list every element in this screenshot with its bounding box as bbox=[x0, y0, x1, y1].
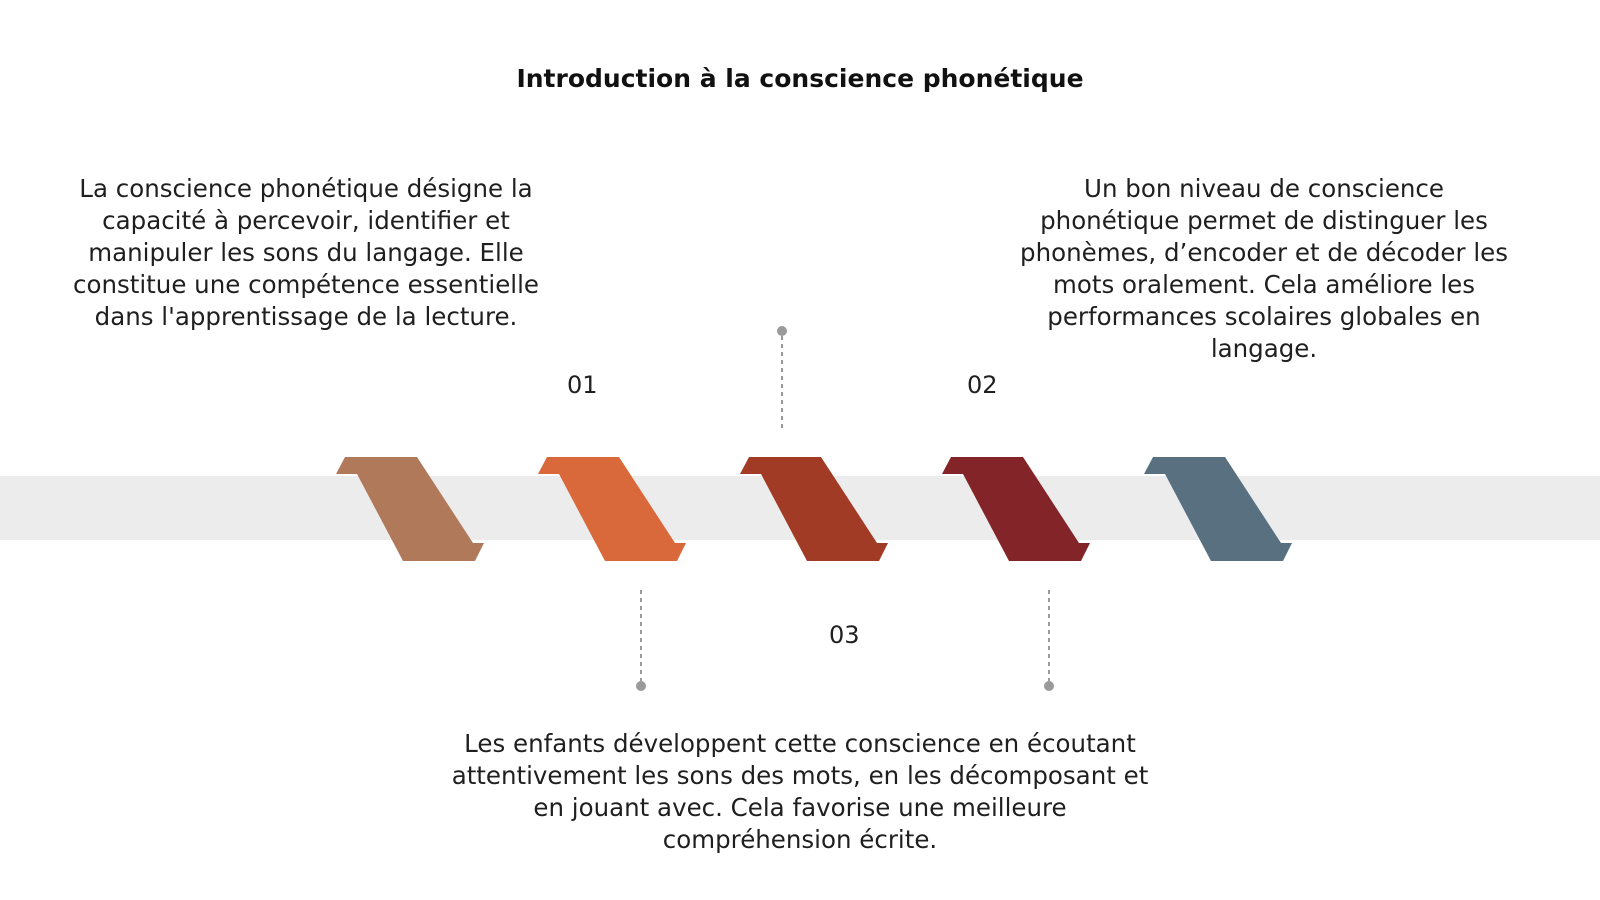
step-1-description: La conscience phonétique désigne la capacité à percevoir, identifier et manipuler les sons du langage. Elle constitue une compétence essentielle dans l'apprentissage de la lecture. bbox=[73, 174, 539, 331]
connector-dot bbox=[636, 681, 646, 691]
step-3-number: 03 bbox=[829, 621, 860, 649]
step-1-number: 01 bbox=[567, 371, 598, 399]
connector-bottom-right bbox=[1044, 590, 1054, 691]
step-2-number: 02 bbox=[967, 371, 998, 399]
step-3-description: Les enfants développent cette conscience en écoutant attentivement les sons des mots, en les décomposant et en jouant avec. Cela favorise une meilleure compréhension écrite. bbox=[451, 729, 1149, 854]
connector-dot bbox=[777, 326, 787, 336]
connector-bottom-left bbox=[636, 590, 646, 691]
step-2-description: Un bon niveau de conscience phonétique permet de distinguer les phonèmes, d’encoder et de décoder les mots oralement. Cela améliore les performances scolaires globales en langage. bbox=[1020, 174, 1508, 363]
connector-top bbox=[777, 326, 787, 428]
page-title: Introduction à la conscience phonétique bbox=[516, 64, 1084, 93]
connector-dot bbox=[1044, 681, 1054, 691]
